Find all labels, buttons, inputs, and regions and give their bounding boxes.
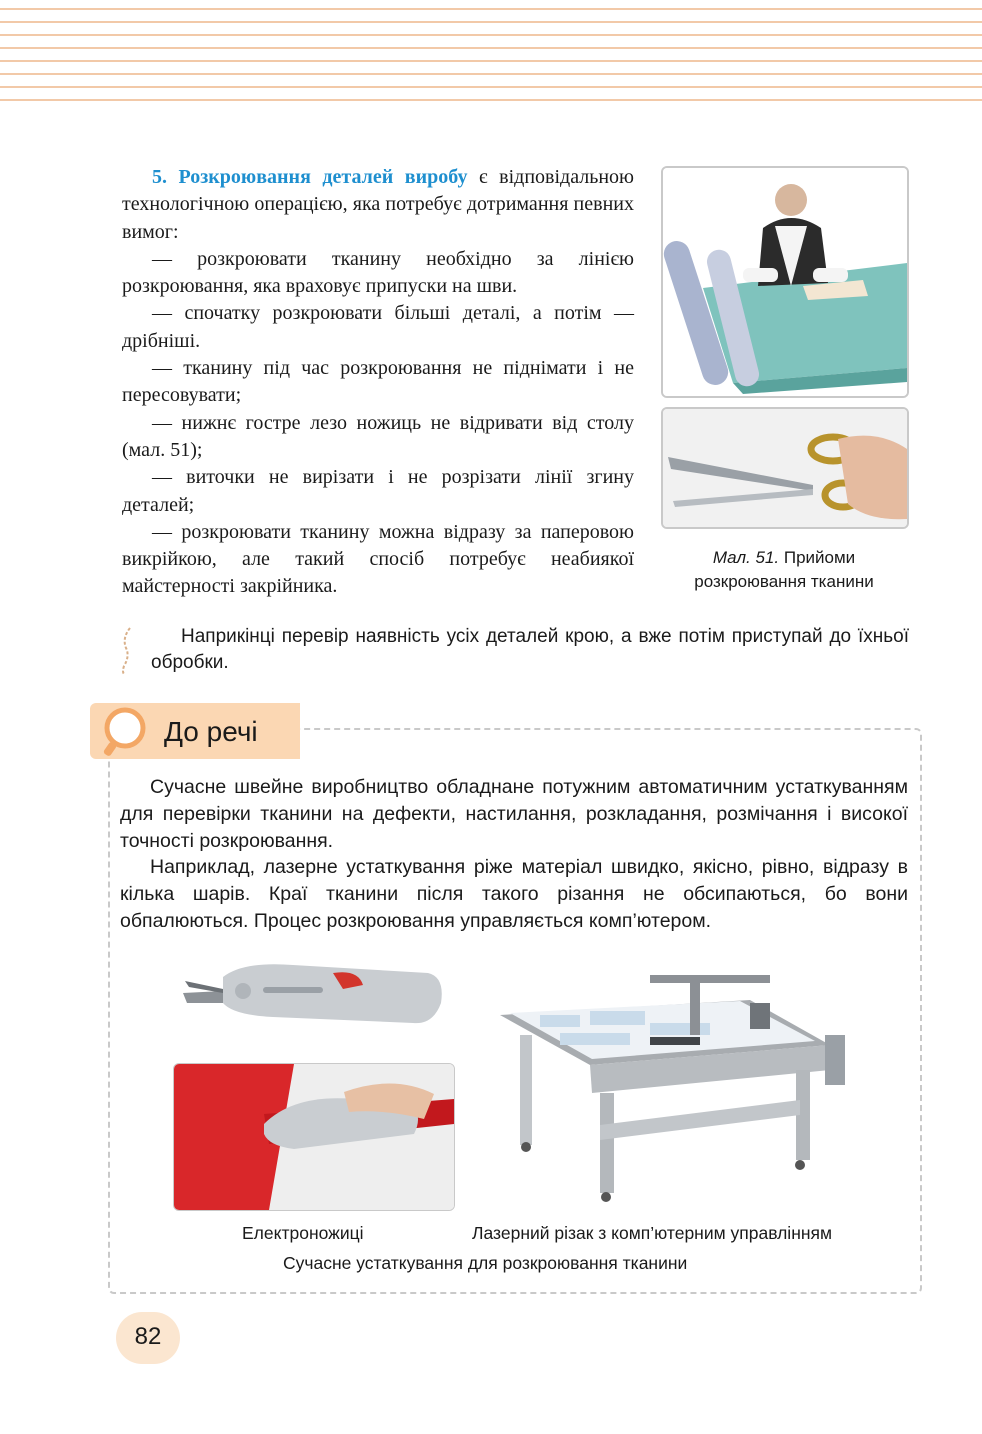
laser-cutter-caption: Лазерний різак з комп’ютерним управлінням: [472, 1223, 833, 1243]
rule-item: — спочатку розкроювати більші деталі, а потім — дрібніші.: [122, 302, 634, 352]
section-heading: 5. Розкроювання деталей виробу: [152, 166, 468, 188]
rule-item: — розкроювати тканину необхідно за лінією розкроювання, яка враховує припуски на шви.: [122, 247, 634, 298]
section-text: [122, 164, 634, 601]
rule-item: — нижнє гостре лезо ножиць не відривати від столу (мал. 51);: [122, 411, 634, 461]
figure-51-caption: [662, 546, 906, 594]
scissors-photo: [661, 407, 909, 529]
figure-51-label: Мал. 51.: [712, 548, 780, 567]
equipment-caption: Сучасне устаткування для розкроювання тканини: [283, 1253, 688, 1273]
rule-item: — розкроювати тканину можна відразу за паперовою викрійкою, але такий спосіб потребує неабиякої майстерності закрійника.: [122, 520, 634, 598]
tailor-cutting-photo: [661, 166, 909, 398]
info-box-text: [120, 774, 908, 935]
page-number: 82: [134, 1323, 162, 1350]
section-intro-rest: є відповідальною технологічною операцією, яка потребує дотримання певних вимог:: [122, 166, 634, 243]
figure-51-text: Прийоми розкроювання тканини: [694, 548, 874, 591]
info-box-title: До речі: [164, 716, 258, 747]
electric-scissors-caption: Електроножиці: [242, 1223, 364, 1243]
rule-item: — виточки не вирізати і не розрізати лінії згину деталей;: [122, 466, 634, 516]
info-paragraph: Наприклад, лазерне устаткування ріже матеріал швидко, якісно, рівно, відразу в кілька шарів. Краї тканини після такого різання не обсипаються, бо вони обпалюються. Процес розкроювання управляється комп’ютером.: [120, 856, 908, 932]
header-stripes: [0, 0, 982, 110]
pencil-mark-icon: [118, 626, 138, 676]
laser-cutter-image: [500, 975, 860, 1205]
electric-scissors-image: [183, 955, 445, 1027]
tip-text: Наприкінці перевір наявність усіх деталей крою, а вже потім приступай до їхньої обробки.: [151, 626, 909, 673]
electric-scissors-in-use-photo: [173, 1063, 455, 1211]
rule-item: — тканину під час розкроювання не піднімати і не пересовувати;: [122, 357, 634, 407]
magnifier-icon: [98, 706, 152, 756]
info-paragraph: Сучасне швейне виробництво обладнане потужним автоматичним устаткуванням для перевірки тканини на дефекти, настилання, розкладання, розмічання і високої точності розкроювання.: [120, 776, 908, 852]
section-intro: [122, 164, 634, 246]
